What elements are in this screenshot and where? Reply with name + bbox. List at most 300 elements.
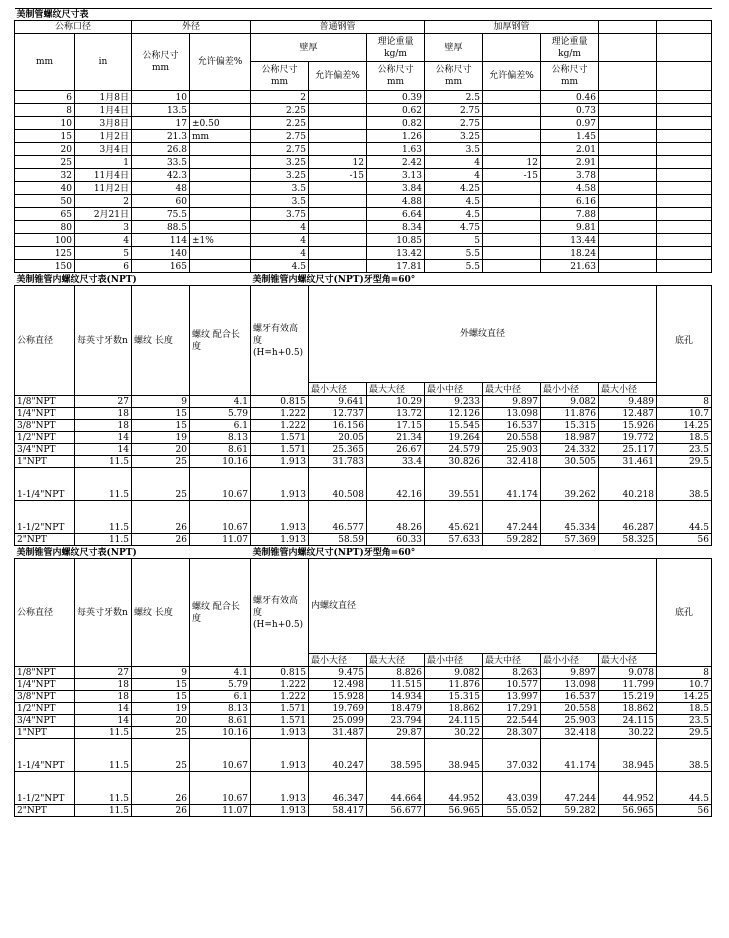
cell-fit-length: 11.07 xyxy=(190,534,251,546)
cell-diameter-value: 41.174 xyxy=(541,739,599,772)
cell-diameter-value: 12.737 xyxy=(309,408,367,420)
cell-bore-in: 11月4日 xyxy=(75,169,132,182)
empty-cell xyxy=(599,156,657,169)
cell-thick-weight: 0.73 xyxy=(541,104,599,117)
cell-diameter-value: 37.032 xyxy=(483,739,541,772)
cell-thread-length: 25 xyxy=(132,727,190,739)
section3-title: 美制锥管内螺纹尺寸表(NPT) xyxy=(15,546,251,559)
cell-diameter-value: 44.952 xyxy=(425,772,483,805)
table-row xyxy=(15,247,712,260)
cell-wall-tolerance: -15 xyxy=(309,169,367,182)
table-row xyxy=(15,221,712,234)
cell-diameter-value: 12.498 xyxy=(309,679,367,691)
cell-diameter-value: 20.558 xyxy=(483,432,541,444)
cell-bottom-hole: 18.5 xyxy=(657,432,712,444)
cell-bottom-hole: 38.5 xyxy=(657,468,712,501)
subheader-1: 最大大径 xyxy=(367,383,425,396)
subheader-2: 最小中径 xyxy=(425,654,483,667)
cell-thick-wall: 5 xyxy=(425,234,483,247)
cell-thread-length: 25 xyxy=(132,456,190,468)
cell-weight: 1.26 xyxy=(367,130,425,143)
cell-thick-wall: 4.5 xyxy=(425,195,483,208)
cell-wall-tolerance xyxy=(309,130,367,143)
cell-weight: 6.64 xyxy=(367,208,425,221)
cell-wall-tolerance xyxy=(309,104,367,117)
cell-bore-mm: 25 xyxy=(15,156,75,169)
cell-diameter-value: 15.315 xyxy=(425,691,483,703)
cell-thick-wall: 4.5 xyxy=(425,208,483,221)
empty-cell xyxy=(599,260,657,273)
header-threads-per-inch: 每英寸牙数n xyxy=(75,286,132,396)
table-row xyxy=(15,739,712,772)
cell-thick-tolerance xyxy=(483,117,541,130)
empty-cell xyxy=(657,34,712,62)
cell-diameter-value: 19.264 xyxy=(425,432,483,444)
cell-wall: 2.75 xyxy=(251,130,309,143)
cell-bore-in: 3月4日 xyxy=(75,143,132,156)
cell-thick-weight: 4.58 xyxy=(541,182,599,195)
cell-thick-wall: 4 xyxy=(425,169,483,182)
table-row xyxy=(15,156,712,169)
table-row xyxy=(15,260,712,273)
cell-threads-per-inch: 18 xyxy=(75,679,132,691)
header-in: in xyxy=(75,34,132,91)
cell-bottom-hole: 44.5 xyxy=(657,501,712,534)
cell-thick-tolerance xyxy=(483,247,541,260)
subheader-3: 最大中径 xyxy=(483,383,541,396)
cell-od-tolerance: ±1% xyxy=(190,234,251,247)
cell-od-tolerance xyxy=(190,104,251,117)
cell-thick-tolerance xyxy=(483,221,541,234)
header-thick-pipe: 加厚钢管 xyxy=(425,21,599,34)
empty-cell xyxy=(599,91,657,104)
cell-diameter-value: 8.826 xyxy=(367,667,425,679)
header-thread-length: 螺纹 长度 xyxy=(132,286,190,396)
cell-thick-tolerance xyxy=(483,260,541,273)
cell-diameter-value: 57.633 xyxy=(425,534,483,546)
cell-wall-tolerance xyxy=(309,143,367,156)
cell-thick-weight: 7.88 xyxy=(541,208,599,221)
cell-thick-tolerance xyxy=(483,195,541,208)
header-fit-length: 螺纹 配合长度 xyxy=(190,559,251,667)
cell-threads-per-inch: 27 xyxy=(75,667,132,679)
empty-cell xyxy=(483,34,541,62)
cell-diameter-value: 19.769 xyxy=(309,703,367,715)
cell-diameter-value: 31.461 xyxy=(599,456,657,468)
cell-diameter-value: 11.876 xyxy=(541,408,599,420)
empty-cell xyxy=(599,104,657,117)
spreadsheet xyxy=(14,8,712,817)
cell-od-tolerance xyxy=(190,143,251,156)
cell-thread-length: 15 xyxy=(132,691,190,703)
cell-diameter-value: 9.082 xyxy=(541,396,599,408)
cell-diameter-value: 25.099 xyxy=(309,715,367,727)
table-row xyxy=(15,727,712,739)
cell-threads-per-inch: 14 xyxy=(75,715,132,727)
cell-diameter-value: 38.945 xyxy=(425,739,483,772)
cell-fit-length: 8.61 xyxy=(190,444,251,456)
cell-thread-length: 20 xyxy=(132,444,190,456)
section3-subtitle: 美制锥管内螺纹尺寸(NPT)牙型角=60° xyxy=(251,546,712,559)
cell-bore-mm: 65 xyxy=(15,208,75,221)
table-row xyxy=(15,715,712,727)
cell-fit-length: 8.13 xyxy=(190,703,251,715)
cell-bore-in: 2 xyxy=(75,195,132,208)
cell-diameter-value: 42.16 xyxy=(367,468,425,501)
cell-threads-per-inch: 11.5 xyxy=(75,501,132,534)
cell-wall: 2 xyxy=(251,91,309,104)
cell-thread-length: 20 xyxy=(132,715,190,727)
subheader-4: 最小小径 xyxy=(541,654,599,667)
cell-threads-per-inch: 18 xyxy=(75,408,132,420)
cell-bore-in: 6 xyxy=(75,260,132,273)
cell-wall: 2.75 xyxy=(251,143,309,156)
table-row xyxy=(15,234,712,247)
cell-thick-tolerance xyxy=(483,104,541,117)
cell-threads-per-inch: 11.5 xyxy=(75,534,132,546)
cell-diameter-value: 19.772 xyxy=(599,432,657,444)
header-thick-weight-nominal: 公称尺寸mm xyxy=(541,62,599,91)
header-wall-tolerance: 允许偏差% xyxy=(309,62,367,91)
cell-thread-height: 1.222 xyxy=(251,420,309,432)
cell-diameter-value: 38.945 xyxy=(599,739,657,772)
cell-weight: 0.62 xyxy=(367,104,425,117)
cell-nominal-diameter: 1/4"NPT xyxy=(15,679,75,691)
cell-diameter-value: 40.247 xyxy=(309,739,367,772)
cell-diameter-value: 17.291 xyxy=(483,703,541,715)
cell-diameter-value: 11.876 xyxy=(425,679,483,691)
empty-cell xyxy=(657,234,712,247)
cell-diameter-value: 24.579 xyxy=(425,444,483,456)
cell-bottom-hole: 29.5 xyxy=(657,727,712,739)
cell-threads-per-inch: 11.5 xyxy=(75,772,132,805)
cell-threads-per-inch: 14 xyxy=(75,703,132,715)
cell-od-tolerance xyxy=(190,156,251,169)
cell-fit-length: 5.79 xyxy=(190,679,251,691)
cell-od-tolerance xyxy=(190,208,251,221)
cell-bore-mm: 32 xyxy=(15,169,75,182)
cell-wall-tolerance xyxy=(309,91,367,104)
cell-bottom-hole: 10.7 xyxy=(657,408,712,420)
cell-od-tolerance xyxy=(190,260,251,273)
cell-bore-in: 1月8日 xyxy=(75,91,132,104)
cell-threads-per-inch: 11.5 xyxy=(75,739,132,772)
table-row xyxy=(15,805,712,817)
cell-diameter-value: 58.325 xyxy=(599,534,657,546)
header-thick-wall-tolerance: 允许偏差% xyxy=(483,62,541,91)
section2-subtitle: 美制锥管内螺纹尺寸(NPT)牙型角=60° xyxy=(251,273,712,286)
cell-bottom-hole: 10.7 xyxy=(657,679,712,691)
cell-thread-height: 0.815 xyxy=(251,396,309,408)
cell-thick-weight: 18.24 xyxy=(541,247,599,260)
cell-thread-height: 1.571 xyxy=(251,703,309,715)
cell-nominal-diameter: 3/8"NPT xyxy=(15,691,75,703)
cell-diameter-value: 46.287 xyxy=(599,501,657,534)
cell-threads-per-inch: 18 xyxy=(75,691,132,703)
cell-threads-per-inch: 11.5 xyxy=(75,468,132,501)
cell-od-tolerance xyxy=(190,91,251,104)
cell-diameter-value: 11.799 xyxy=(599,679,657,691)
cell-bore-in: 3月8日 xyxy=(75,117,132,130)
subheader-2: 最小中径 xyxy=(425,383,483,396)
cell-thread-length: 15 xyxy=(132,408,190,420)
cell-diameter-value: 8.263 xyxy=(483,667,541,679)
empty-cell xyxy=(599,21,657,34)
cell-weight: 0.39 xyxy=(367,91,425,104)
cell-weight: 4.88 xyxy=(367,195,425,208)
cell-diameter-value: 32.418 xyxy=(483,456,541,468)
empty-cell xyxy=(599,169,657,182)
cell-wall-tolerance xyxy=(309,208,367,221)
header-thread-height: 螺牙有效高度(H=h+0.5) xyxy=(251,286,309,396)
empty-cell xyxy=(657,260,712,273)
cell-thread-length: 9 xyxy=(132,396,190,408)
table-row xyxy=(15,396,712,408)
cell-weight: 2.42 xyxy=(367,156,425,169)
cell-diameter-value: 56.965 xyxy=(425,805,483,817)
cell-threads-per-inch: 18 xyxy=(75,420,132,432)
table-row xyxy=(15,534,712,546)
empty-cell xyxy=(657,156,712,169)
cell-wall: 3.5 xyxy=(251,182,309,195)
table-row xyxy=(15,104,712,117)
cell-thick-wall: 4.25 xyxy=(425,182,483,195)
empty-cell xyxy=(599,247,657,260)
cell-wall-tolerance xyxy=(309,247,367,260)
cell-threads-per-inch: 27 xyxy=(75,396,132,408)
cell-diameter-value: 15.315 xyxy=(541,420,599,432)
cell-fit-length: 4.1 xyxy=(190,396,251,408)
cell-diameter-value: 44.952 xyxy=(599,772,657,805)
cell-diameter-value: 40.508 xyxy=(309,468,367,501)
cell-diameter-value: 46.577 xyxy=(309,501,367,534)
cell-thick-weight: 1.45 xyxy=(541,130,599,143)
cell-weight: 3.84 xyxy=(367,182,425,195)
cell-thick-wall: 4 xyxy=(425,156,483,169)
cell-od: 88.5 xyxy=(132,221,190,234)
cell-thick-tolerance: 12 xyxy=(483,156,541,169)
header-fit-length: 螺纹 配合长度 xyxy=(190,286,251,396)
cell-diameter-value: 40.218 xyxy=(599,468,657,501)
cell-diameter-value: 30.22 xyxy=(425,727,483,739)
cell-bottom-hole: 29.5 xyxy=(657,456,712,468)
cell-thread-length: 25 xyxy=(132,468,190,501)
cell-od: 75.5 xyxy=(132,208,190,221)
cell-diameter-value: 9.082 xyxy=(425,667,483,679)
cell-thread-height: 1.913 xyxy=(251,456,309,468)
cell-bore-mm: 50 xyxy=(15,195,75,208)
cell-bore-mm: 80 xyxy=(15,221,75,234)
empty-cell xyxy=(599,234,657,247)
cell-diameter-value: 17.15 xyxy=(367,420,425,432)
cell-thread-height: 0.815 xyxy=(251,667,309,679)
cell-diameter-value: 58.59 xyxy=(309,534,367,546)
cell-weight: 8.34 xyxy=(367,221,425,234)
empty-cell xyxy=(599,143,657,156)
cell-wall-tolerance xyxy=(309,234,367,247)
cell-weight: 13.42 xyxy=(367,247,425,260)
cell-thread-length: 19 xyxy=(132,432,190,444)
cell-threads-per-inch: 14 xyxy=(75,432,132,444)
cell-bottom-hole: 14.25 xyxy=(657,420,712,432)
cell-diameter-value: 31.783 xyxy=(309,456,367,468)
cell-wall: 2.25 xyxy=(251,117,309,130)
cell-thread-height: 1.913 xyxy=(251,727,309,739)
cell-thread-length: 19 xyxy=(132,703,190,715)
cell-diameter-value: 18.862 xyxy=(425,703,483,715)
cell-bore-mm: 100 xyxy=(15,234,75,247)
cell-thick-wall: 4.75 xyxy=(425,221,483,234)
cell-thick-tolerance xyxy=(483,130,541,143)
header-internal-thread-diameter: 内螺纹直径 xyxy=(309,559,657,654)
cell-od-tolerance: ±0.50 xyxy=(190,117,251,130)
cell-od-tolerance: mm xyxy=(190,130,251,143)
cell-wall: 3.75 xyxy=(251,208,309,221)
cell-diameter-value: 58.417 xyxy=(309,805,367,817)
cell-weight: 1.63 xyxy=(367,143,425,156)
cell-diameter-value: 10.29 xyxy=(367,396,425,408)
cell-bore-in: 3 xyxy=(75,221,132,234)
cell-od-tolerance xyxy=(190,221,251,234)
subheader-5: 最大小径 xyxy=(599,654,657,667)
cell-diameter-value: 18.987 xyxy=(541,432,599,444)
cell-fit-length: 8.13 xyxy=(190,432,251,444)
cell-diameter-value: 30.22 xyxy=(599,727,657,739)
cell-diameter-value: 47.244 xyxy=(483,501,541,534)
cell-bottom-hole: 8 xyxy=(657,396,712,408)
cell-wall-tolerance: 12 xyxy=(309,156,367,169)
cell-bore-in: 11月2日 xyxy=(75,182,132,195)
cell-bottom-hole: 56 xyxy=(657,534,712,546)
cell-diameter-value: 23.794 xyxy=(367,715,425,727)
empty-cell xyxy=(599,117,657,130)
subheader-1: 最大大径 xyxy=(367,654,425,667)
table-row xyxy=(15,432,712,444)
table-row xyxy=(15,408,712,420)
cell-od-tolerance xyxy=(190,182,251,195)
cell-bore-in: 4 xyxy=(75,234,132,247)
cell-diameter-value: 28.307 xyxy=(483,727,541,739)
table-row xyxy=(15,679,712,691)
cell-thread-height: 1.571 xyxy=(251,444,309,456)
cell-nominal-diameter: 1-1/4"NPT xyxy=(15,739,75,772)
header-bottom-hole: 底孔 xyxy=(657,286,712,396)
empty-cell xyxy=(657,21,712,34)
cell-thread-length: 26 xyxy=(132,501,190,534)
cell-thread-height: 1.913 xyxy=(251,534,309,546)
cell-bore-in: 2月21日 xyxy=(75,208,132,221)
cell-threads-per-inch: 11.5 xyxy=(75,456,132,468)
header-mm: mm xyxy=(15,34,75,91)
table-row xyxy=(15,691,712,703)
cell-diameter-value: 12.487 xyxy=(599,408,657,420)
cell-diameter-value: 15.928 xyxy=(309,691,367,703)
cell-fit-length: 6.1 xyxy=(190,420,251,432)
cell-thread-height: 1.913 xyxy=(251,468,309,501)
header-thread-height: 螺牙有效高度(H=h+0.5) xyxy=(251,559,309,667)
cell-diameter-value: 14.934 xyxy=(367,691,425,703)
cell-thread-height: 1.913 xyxy=(251,805,309,817)
cell-thread-length: 26 xyxy=(132,805,190,817)
cell-thread-height: 1.222 xyxy=(251,679,309,691)
cell-nominal-diameter: 1"NPT xyxy=(15,456,75,468)
cell-threads-per-inch: 11.5 xyxy=(75,805,132,817)
cell-thread-length: 15 xyxy=(132,420,190,432)
empty-cell xyxy=(657,117,712,130)
cell-thick-weight: 13.44 xyxy=(541,234,599,247)
cell-fit-length: 5.79 xyxy=(190,408,251,420)
cell-thread-height: 1.913 xyxy=(251,772,309,805)
table-row xyxy=(15,444,712,456)
header-nominal-bore: 公称口径 xyxy=(15,21,132,34)
empty-cell xyxy=(599,62,657,91)
empty-cell xyxy=(599,208,657,221)
cell-diameter-value: 48.26 xyxy=(367,501,425,534)
cell-diameter-value: 9.897 xyxy=(483,396,541,408)
empty-cell xyxy=(657,143,712,156)
cell-nominal-diameter: 1-1/4"NPT xyxy=(15,468,75,501)
header-bottom-hole: 底孔 xyxy=(657,559,712,667)
cell-thread-height: 1.571 xyxy=(251,432,309,444)
cell-thick-weight: 2.91 xyxy=(541,156,599,169)
subheader-0: 最小大径 xyxy=(309,654,367,667)
cell-nominal-diameter: 1-1/2"NPT xyxy=(15,501,75,534)
cell-diameter-value: 9.897 xyxy=(541,667,599,679)
cell-wall: 3.25 xyxy=(251,169,309,182)
cell-od: 10 xyxy=(132,91,190,104)
empty-cell xyxy=(657,208,712,221)
cell-diameter-value: 57.369 xyxy=(541,534,599,546)
cell-od: 114 xyxy=(132,234,190,247)
cell-thick-weight: 3.78 xyxy=(541,169,599,182)
table-row xyxy=(15,420,712,432)
header-std-pipe: 普通钢管 xyxy=(251,21,425,34)
cell-bottom-hole: 14.25 xyxy=(657,691,712,703)
cell-nominal-diameter: 1/4"NPT xyxy=(15,408,75,420)
cell-thick-wall: 3.25 xyxy=(425,130,483,143)
cell-thick-weight: 0.97 xyxy=(541,117,599,130)
cell-wall: 3.5 xyxy=(251,195,309,208)
cell-thick-wall: 2.75 xyxy=(425,104,483,117)
cell-od: 42.3 xyxy=(132,169,190,182)
cell-thick-wall: 3.5 xyxy=(425,143,483,156)
cell-bore-mm: 20 xyxy=(15,143,75,156)
cell-bore-in: 1月4日 xyxy=(75,104,132,117)
cell-diameter-value: 21.34 xyxy=(367,432,425,444)
cell-diameter-value: 33.4 xyxy=(367,456,425,468)
header-tolerance: 允许偏差% xyxy=(190,34,251,91)
empty-cell xyxy=(599,182,657,195)
cell-bore-mm: 10 xyxy=(15,117,75,130)
cell-wall: 4 xyxy=(251,247,309,260)
cell-thick-wall: 5.5 xyxy=(425,247,483,260)
cell-nominal-diameter: 2"NPT xyxy=(15,534,75,546)
cell-bottom-hole: 38.5 xyxy=(657,739,712,772)
cell-od-tolerance xyxy=(190,247,251,260)
cell-nominal-diameter: 1/2"NPT xyxy=(15,703,75,715)
cell-diameter-value: 55.052 xyxy=(483,805,541,817)
cell-diameter-value: 24.115 xyxy=(599,715,657,727)
table-row xyxy=(15,182,712,195)
cell-od: 33.5 xyxy=(132,156,190,169)
cell-fit-length: 10.67 xyxy=(190,468,251,501)
cell-wall-tolerance xyxy=(309,221,367,234)
header-wall-thick: 壁厚 xyxy=(425,34,483,62)
cell-od: 60 xyxy=(132,195,190,208)
cell-diameter-value: 29.87 xyxy=(367,727,425,739)
cell-diameter-value: 15.219 xyxy=(599,691,657,703)
cell-nominal-diameter: 3/4"NPT xyxy=(15,444,75,456)
